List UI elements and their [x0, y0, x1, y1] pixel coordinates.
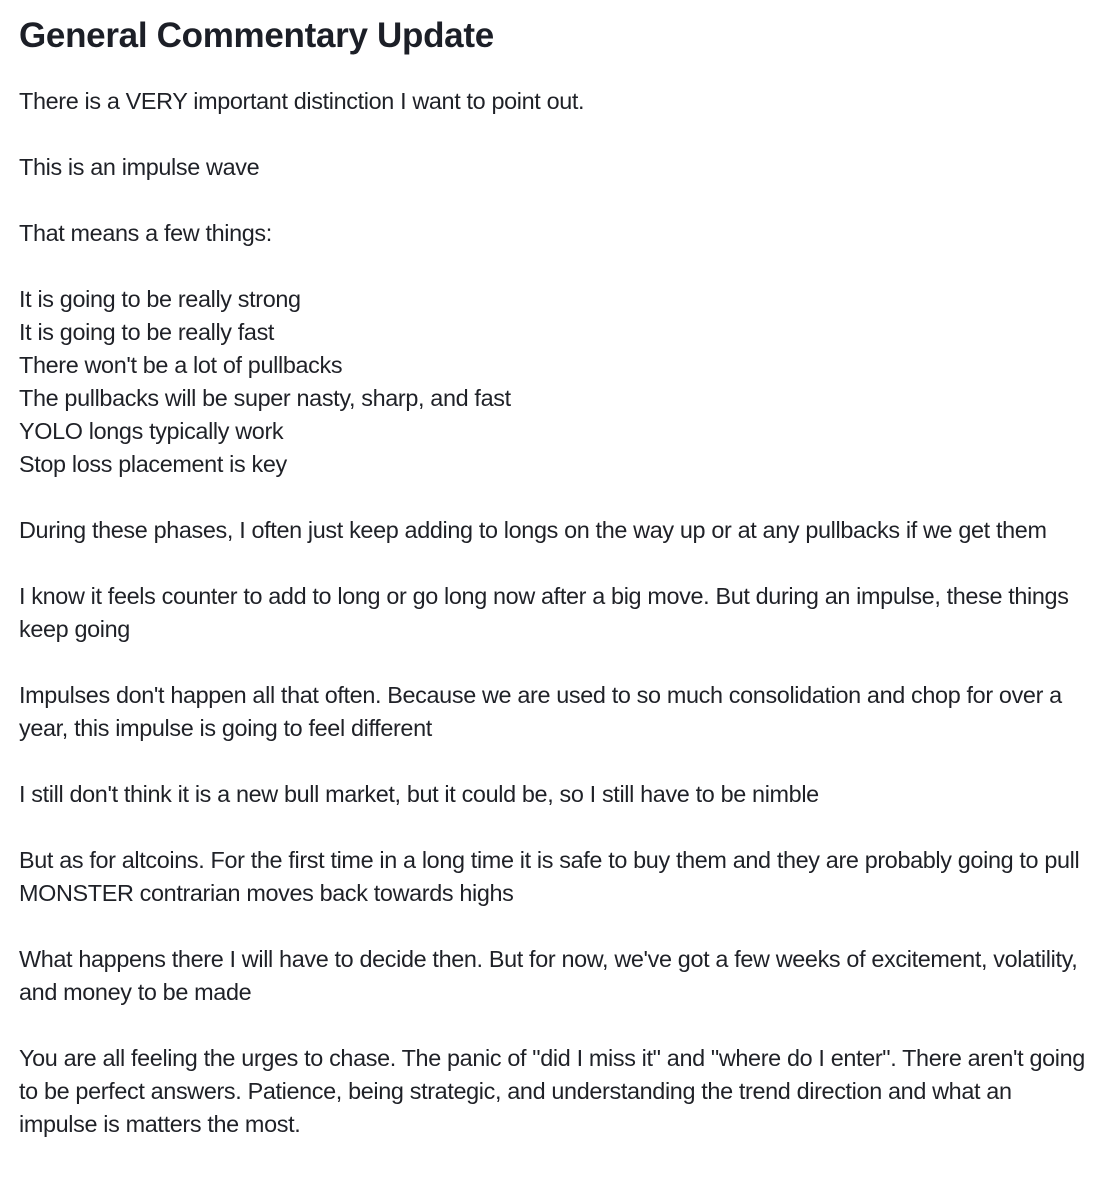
paragraph-impulses: Impulses don't happen all that often. Because we are used to so much consolidation and chop for over a year, this impulse is going to feel different [19, 682, 1062, 741]
list-item: Stop loss placement is key [19, 451, 287, 477]
list-item: There won't be a lot of pullbacks [19, 352, 343, 378]
list-item: YOLO longs typically work [19, 418, 284, 444]
paragraph-what-happens: What happens there I will have to decide then. But for now, we've got a few weeks of excitement, volatility, and money to be made [19, 946, 1078, 1005]
intro-paragraph-distinction: There is a VERY important distinction I want to point out. [19, 88, 585, 114]
paragraph-bull-market: I still don't think it is a new bull market, but it could be, so I still have to be nimble [19, 781, 819, 807]
things-list [19, 283, 1090, 481]
intro-paragraph-few-things: That means a few things: [19, 220, 272, 246]
paragraph-urges: You are all feeling the urges to chase. The panic of "did I miss it" and "where do I enter". There aren't going to be perfect answers. Patience, being strategic, and understanding the trend direction and what an impulse is matters the most. [19, 1045, 1085, 1137]
paragraph-phases: During these phases, I often just keep adding to longs on the way up or at any pullbacks if we get them [19, 517, 1047, 543]
list-item: It is going to be really fast [19, 319, 275, 345]
page-title: General Commentary Update [19, 16, 494, 55]
intro-paragraph-impulse-wave: This is an impulse wave [19, 154, 260, 180]
list-item: It is going to be really strong [19, 286, 301, 312]
list-item: The pullbacks will be super nasty, sharp, and fast [19, 385, 511, 411]
paragraph-counter: I know it feels counter to add to long or go long now after a big move. But during an impulse, these things keep going [19, 583, 1069, 642]
paragraph-altcoins: But as for altcoins. For the first time in a long time it is safe to buy them and they are probably going to pull MONSTER contrarian moves back towards highs [19, 847, 1080, 906]
